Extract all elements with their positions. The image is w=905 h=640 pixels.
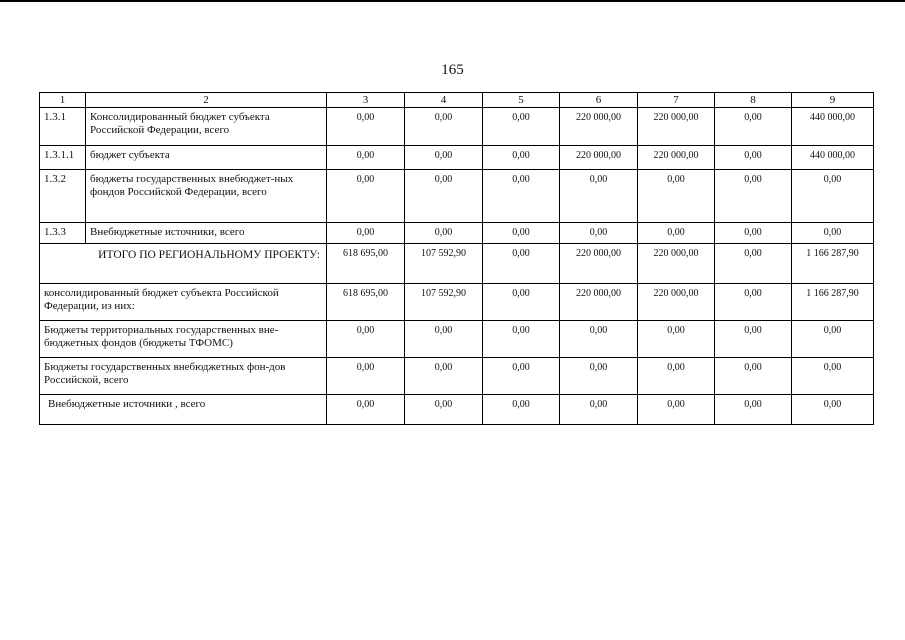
value-cell: 0,00 <box>327 108 405 146</box>
value-cell: 107 592,90 <box>405 244 483 284</box>
value-cell: 0,00 <box>405 321 483 358</box>
header-cell: 3 <box>327 93 405 108</box>
row-code: 1.3.1 <box>40 108 86 146</box>
table-row <box>40 170 874 223</box>
value-cell: 0,00 <box>560 223 638 244</box>
summary-label: Бюджеты государственных внебюджетных фон-дов Российской, всего <box>40 358 327 395</box>
value-cell: 220 000,00 <box>638 284 715 321</box>
row-name: Консолидированный бюджет субъекта Российской Федерации, всего <box>86 108 327 146</box>
value-cell: 440 000,00 <box>792 146 874 170</box>
table-header-row <box>40 93 874 108</box>
value-cell: 0,00 <box>405 358 483 395</box>
value-cell: 440 000,00 <box>792 108 874 146</box>
value-cell: 220 000,00 <box>560 284 638 321</box>
page-number: 165 <box>441 62 464 78</box>
value-cell: 0,00 <box>483 223 560 244</box>
table-row <box>40 108 874 146</box>
value-cell: 220 000,00 <box>560 244 638 284</box>
value-cell: 220 000,00 <box>560 146 638 170</box>
value-cell: 0,00 <box>327 321 405 358</box>
summary-row <box>40 321 874 358</box>
total-row <box>40 244 874 284</box>
value-cell: 220 000,00 <box>638 146 715 170</box>
value-cell: 1 166 287,90 <box>792 284 874 321</box>
row-code: 1.3.3 <box>40 223 86 244</box>
value-cell: 220 000,00 <box>560 108 638 146</box>
summary-row <box>40 395 874 425</box>
value-cell: 0,00 <box>560 358 638 395</box>
value-cell: 0,00 <box>405 170 483 223</box>
row-name: Внебюджетные источники, всего <box>86 223 327 244</box>
top-rule <box>0 0 905 2</box>
table-row <box>40 223 874 244</box>
summary-label: Бюджеты территориальных государственных вне-бюджетных фондов (бюджеты ТФОМС) <box>40 321 327 358</box>
value-cell: 0,00 <box>405 108 483 146</box>
row-code: 1.3.2 <box>40 170 86 223</box>
header-cell: 7 <box>638 93 715 108</box>
header-cell: 8 <box>715 93 792 108</box>
summary-label: Внебюджетные источники , всего <box>40 395 327 425</box>
value-cell: 0,00 <box>792 395 874 425</box>
value-cell: 107 592,90 <box>405 284 483 321</box>
summary-label: консолидированный бюджет субъекта Российской Федерации, из них: <box>40 284 327 321</box>
value-cell: 0,00 <box>483 146 560 170</box>
value-cell: 0,00 <box>405 146 483 170</box>
header-cell: 6 <box>560 93 638 108</box>
table-row <box>40 146 874 170</box>
value-cell: 0,00 <box>560 170 638 223</box>
value-cell: 0,00 <box>638 223 715 244</box>
value-cell: 0,00 <box>792 170 874 223</box>
value-cell: 0,00 <box>483 170 560 223</box>
value-cell: 0,00 <box>715 358 792 395</box>
value-cell: 0,00 <box>638 358 715 395</box>
value-cell: 0,00 <box>792 321 874 358</box>
summary-row <box>40 358 874 395</box>
value-cell: 618 695,00 <box>327 244 405 284</box>
total-label: ИТОГО ПО РЕГИОНАЛЬНОМУ ПРОЕКТУ: <box>40 244 327 284</box>
value-cell: 0,00 <box>560 395 638 425</box>
summary-row <box>40 284 874 321</box>
value-cell: 0,00 <box>715 108 792 146</box>
value-cell: 0,00 <box>792 358 874 395</box>
value-cell: 0,00 <box>560 321 638 358</box>
row-code: 1.3.1.1 <box>40 146 86 170</box>
value-cell: 618 695,00 <box>327 284 405 321</box>
value-cell: 0,00 <box>483 358 560 395</box>
value-cell: 0,00 <box>483 395 560 425</box>
value-cell: 0,00 <box>405 395 483 425</box>
value-cell: 0,00 <box>483 108 560 146</box>
value-cell: 0,00 <box>715 284 792 321</box>
value-cell: 0,00 <box>327 358 405 395</box>
value-cell: 0,00 <box>792 223 874 244</box>
value-cell: 0,00 <box>715 321 792 358</box>
header-cell: 5 <box>483 93 560 108</box>
header-cell: 1 <box>40 93 86 108</box>
row-name: бюджет субъекта <box>86 146 327 170</box>
value-cell: 0,00 <box>483 321 560 358</box>
value-cell: 0,00 <box>327 223 405 244</box>
header-cell: 4 <box>405 93 483 108</box>
header-cell: 9 <box>792 93 874 108</box>
value-cell: 0,00 <box>327 146 405 170</box>
value-cell: 1 166 287,90 <box>792 244 874 284</box>
value-cell: 0,00 <box>483 284 560 321</box>
value-cell: 0,00 <box>327 395 405 425</box>
value-cell: 0,00 <box>327 170 405 223</box>
value-cell: 220 000,00 <box>638 244 715 284</box>
value-cell: 0,00 <box>715 170 792 223</box>
value-cell: 0,00 <box>405 223 483 244</box>
header-cell: 2 <box>86 93 327 108</box>
value-cell: 220 000,00 <box>638 108 715 146</box>
row-name: бюджеты государственных внебюджет-ных фондов Российской Федерации, всего <box>86 170 327 223</box>
value-cell: 0,00 <box>638 395 715 425</box>
budget-table <box>39 92 874 425</box>
value-cell: 0,00 <box>715 146 792 170</box>
value-cell: 0,00 <box>715 395 792 425</box>
value-cell: 0,00 <box>715 223 792 244</box>
value-cell: 0,00 <box>638 170 715 223</box>
value-cell: 0,00 <box>715 244 792 284</box>
value-cell: 0,00 <box>638 321 715 358</box>
value-cell: 0,00 <box>483 244 560 284</box>
